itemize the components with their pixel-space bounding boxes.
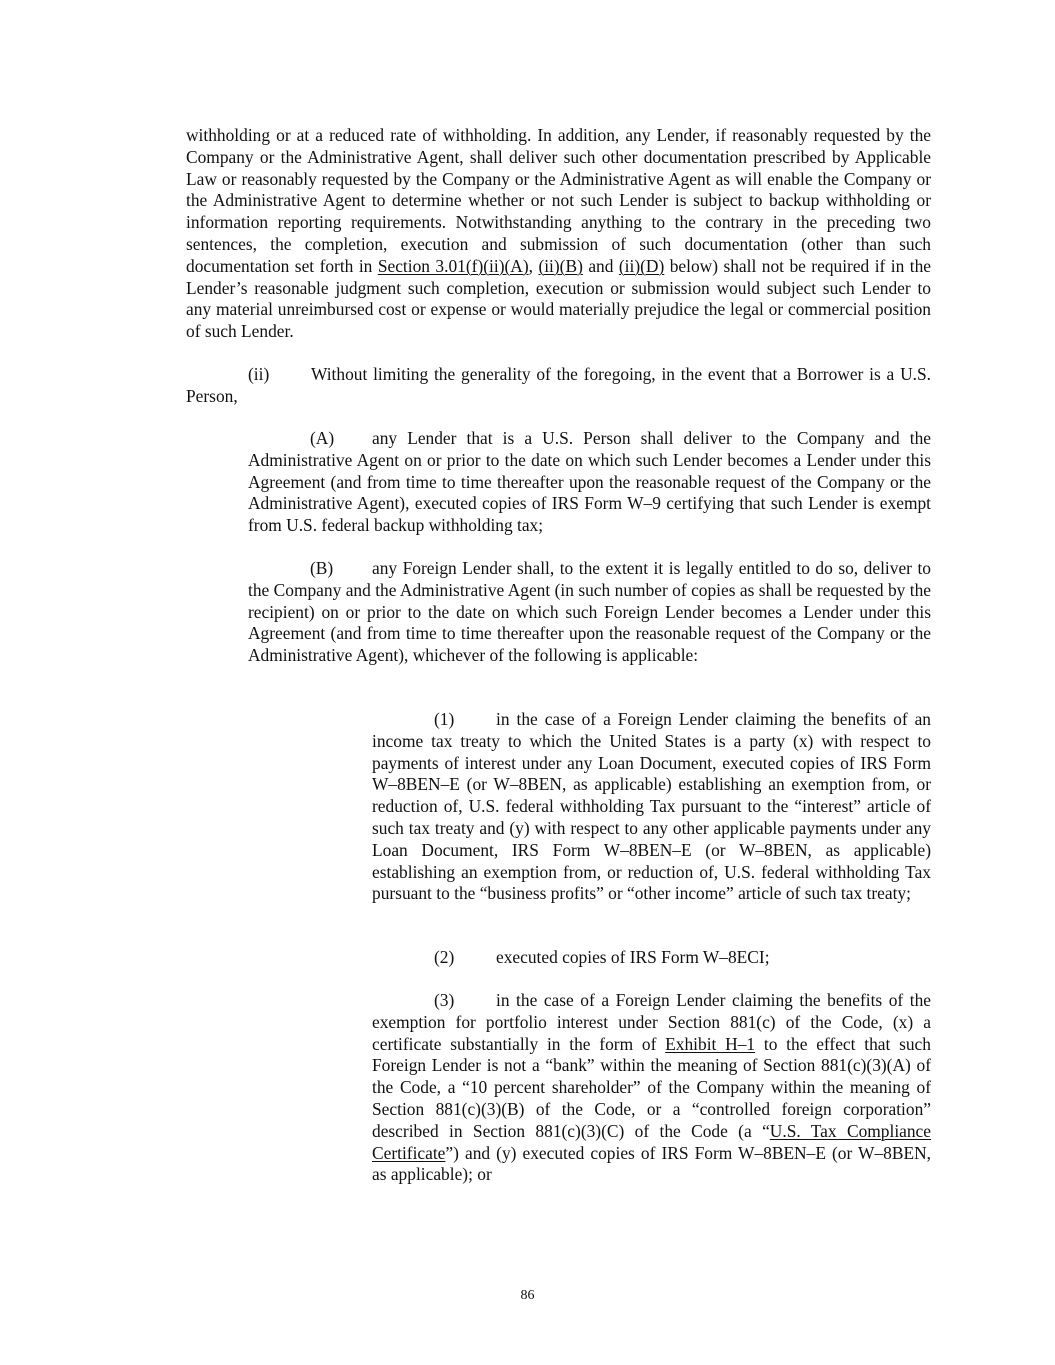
clause-a [248, 428, 931, 537]
clause-text: Without limiting the generality of the foregoing, in the event that a Borrower is a U.S. Person, [186, 364, 931, 406]
clause-label: (A) [310, 428, 335, 448]
clause-3 [372, 990, 931, 1186]
clause-label: (B) [310, 558, 334, 578]
clause-b [248, 558, 931, 667]
clause-2 [372, 947, 931, 969]
paragraph-text: below) shall not be required if in the Lender’s reasonable judgment such completion, execution or submission would subject such Lender to any material unreimbursed cost or expense or would materially prejudice the legal or commercial position of such Lender. [186, 255, 931, 342]
clause-text: executed copies of IRS Form W–8ECI; [496, 947, 770, 967]
clause-ii [186, 364, 931, 408]
clause-label: (1) [434, 709, 455, 729]
clause-text: any Lender that is a U.S. Person shall deliver to the Company and the Administrative Agent on or prior to the date on which such Lender becomes a Lender under this Agreement (and from time to time thereafter upon the reasonable request of the Company or the Administrative Agent), executed copies of IRS Form W–9 certifying that such Lender is exempt from U.S. federal backup withholding tax; [248, 428, 931, 536]
section-reference-link: (ii)(D) [618, 255, 665, 276]
clause-text: to the effect that such Foreign Lender is not a “bank” within the meaning of Section 881(c)(3)(A) of the Code, a “10 percent shareholder” of the Company within the meaning of Section 881(c)(3)(B) of the Code, or a “controlled foreign corporation” described in Section 881(c)(3)(C) of the Code (a “ [372, 1033, 931, 1141]
clause-label: (2) [434, 947, 455, 967]
paragraph-withholding-documentation [186, 125, 931, 343]
clause-text: in the case of a Foreign Lender claiming the benefits of the exemption for portfolio interest under Section 881(c) of the Code, (x) a certificate substantially in the form of [372, 990, 931, 1054]
paragraph-text: , [528, 255, 539, 276]
defined-term: U.S. Tax Compliance Certificate [372, 1120, 931, 1163]
clause-label: (ii) [248, 364, 270, 384]
exhibit-reference-link: Exhibit H–1 [665, 1033, 756, 1054]
clause-label: (3) [434, 990, 455, 1010]
clause-text: ”) and (y) executed copies of IRS Form W–8BEN–E (or W–8BEN, as applicable); or [372, 1142, 931, 1185]
paragraph-text: and [582, 255, 619, 276]
clause-text: any Foreign Lender shall, to the extent it is legally entitled to do so, deliver to the Company and the Administrative Agent (in such number of copies as shall be requested by the recipient) on or prior to the date on which such Foreign Lender becomes a Lender under this Agreement (and from time to time thereafter upon the reasonable request of the Company or the Administrative Agent), whichever of the following is applicable: [248, 558, 931, 666]
paragraph-text: withholding or at a reduced rate of withholding. In addition, any Lender, if reasonably requested by the Company or the Administrative Agent, shall deliver such other documentation prescribed by Applicable Law or reasonably requested by the Company or the Administrative Agent as will enable the Company or the Administrative Agent to determine whether or not such Lender is subject to backup withholding or information reporting requirements. Notwithstanding anything to the contrary in the preceding two sentences, the completion, execution and submission of such documentation (other than such documentation set forth in [186, 125, 931, 276]
page-number: 86 [520, 1288, 535, 1303]
section-reference-link: (ii)(B) [538, 255, 583, 276]
clause-1 [372, 709, 931, 905]
section-reference-link: Section 3.01(f)(ii)(A) [377, 255, 529, 276]
clause-text: in the case of a Foreign Lender claiming the benefits of an income tax treaty to which the United States is a party (x) with respect to payments of interest under any Loan Document, executed copies of IRS Form W–8BEN–E (or W–8BEN, as applicable) establishing an exemption from, or reduction of, U.S. federal withholding Tax pursuant to the “interest” article of such tax treaty and (y) with respect to any other applicable payments under any Loan Document, IRS Form W–8BEN–E (or W–8BEN, as applicable) establishing an exemption from, or reduction of, U.S. federal withholding Tax pursuant to the “business profits” or “other income” article of such tax treaty; [372, 709, 931, 904]
